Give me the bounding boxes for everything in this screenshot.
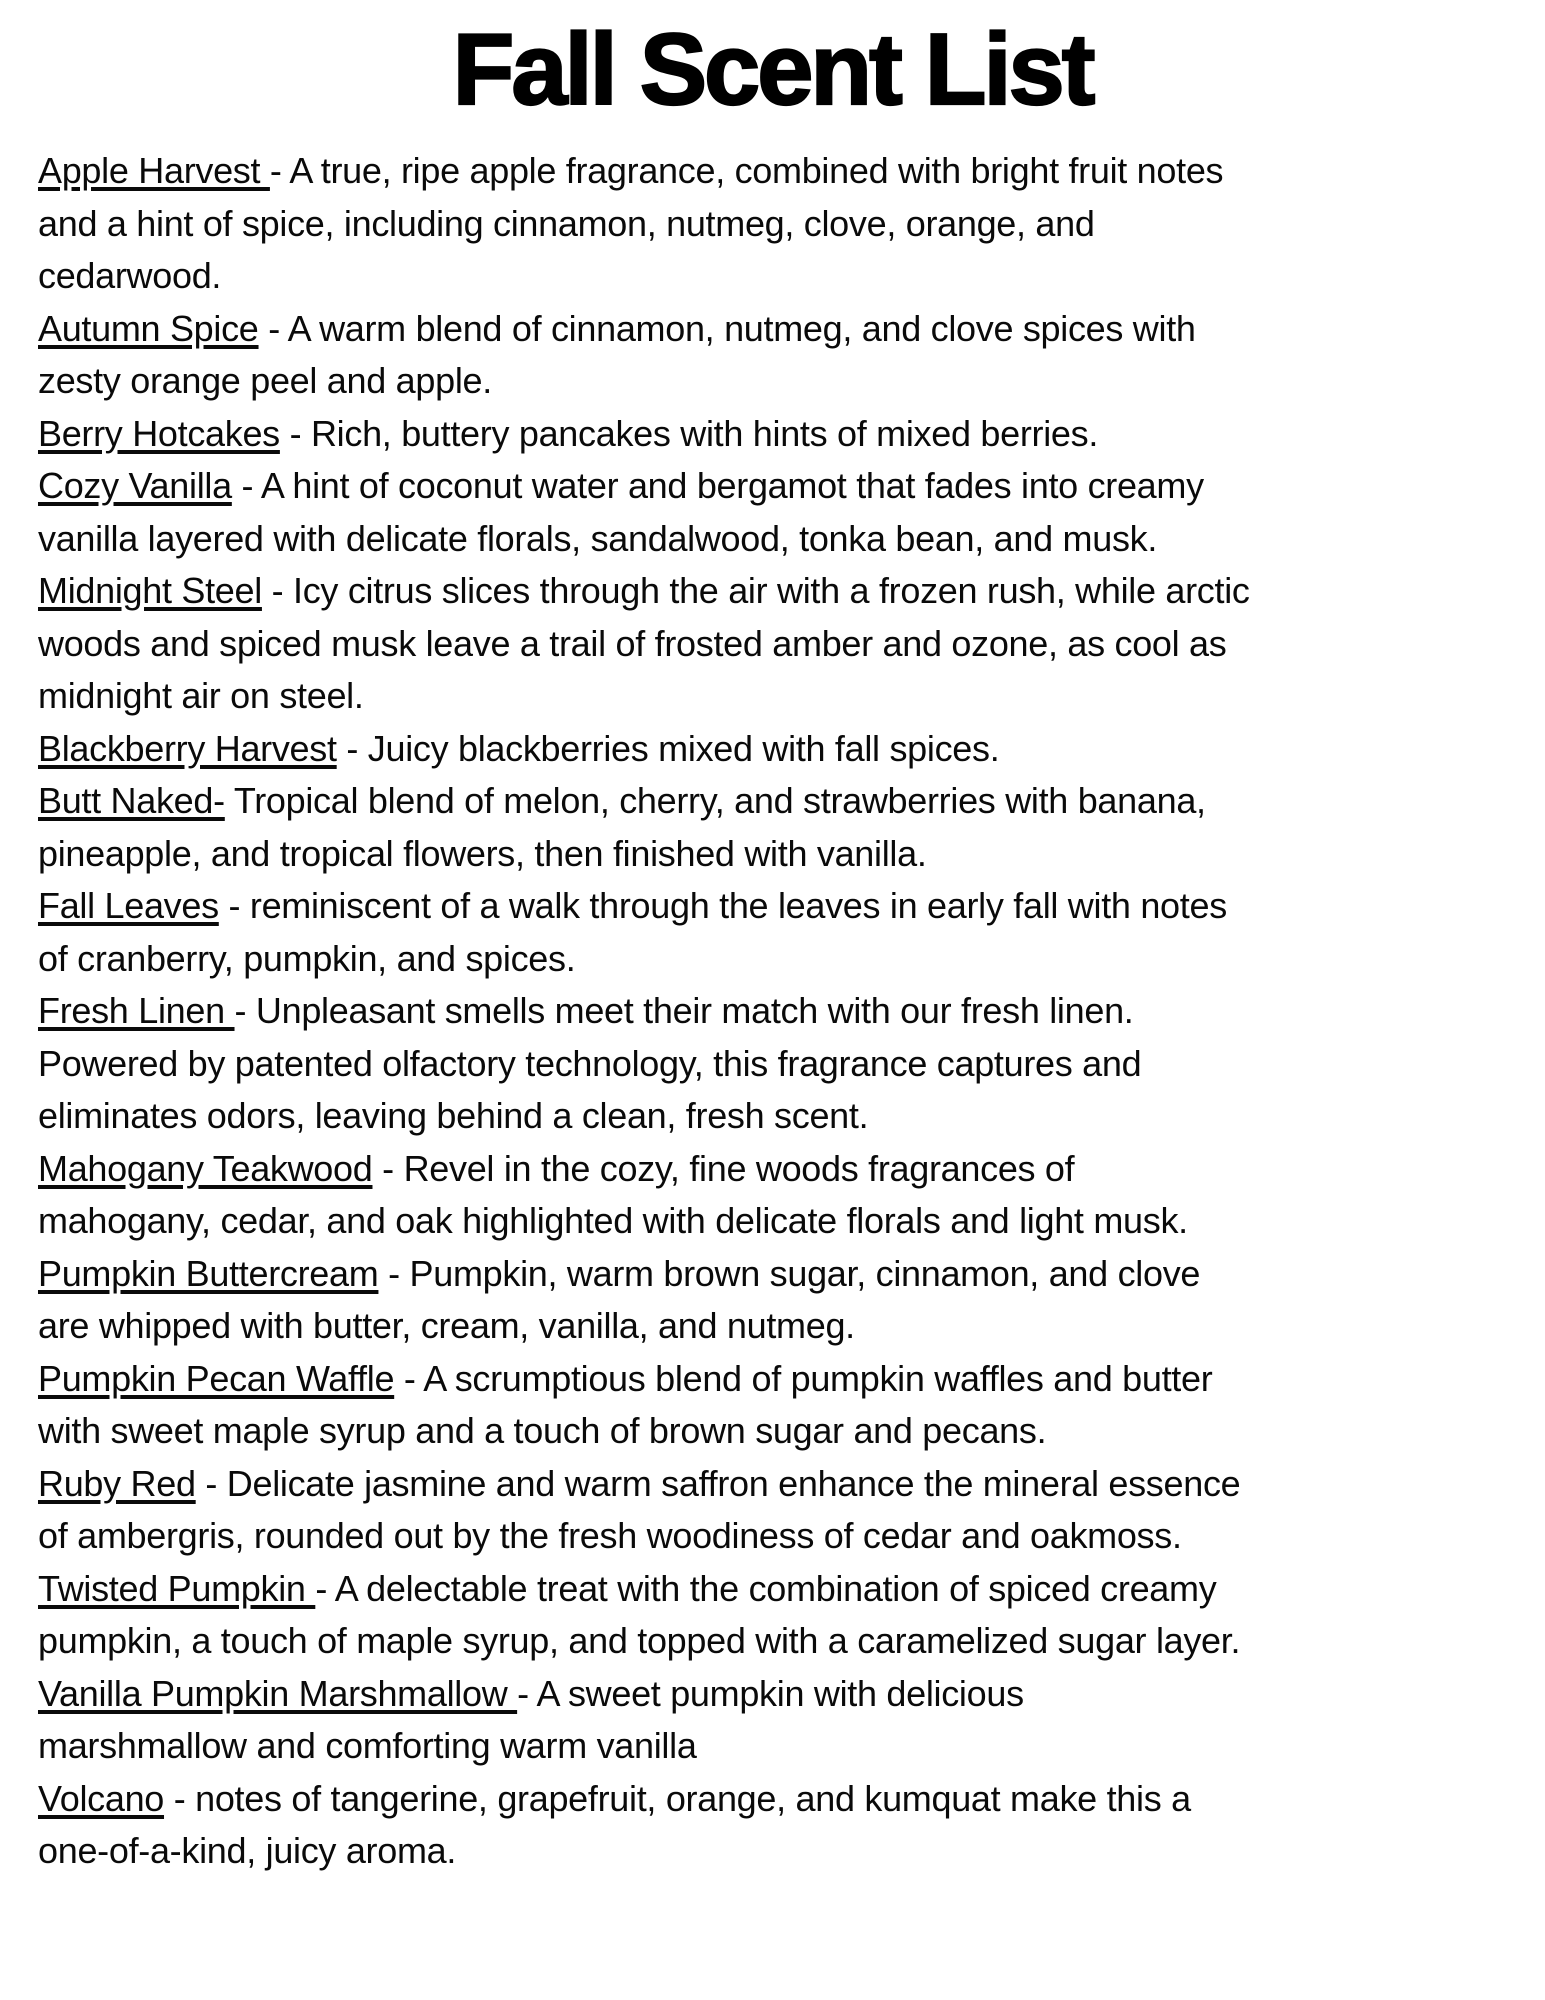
scent-name: Blackberry Harvest [38,727,337,769]
scent-description-line [38,1353,1511,1406]
scent-name: Fall Leaves [38,885,219,927]
scent-description-line [38,1143,1511,1196]
scent-description-line: with sweet maple syrup and a touch of brown sugar and pecans. [38,1410,1047,1452]
scent-entry [38,1248,1511,1353]
scent-description-line: Powered by patented olfactory technology, this fragrance captures and [38,1042,1142,1084]
scent-description-text: - A scrumptious blend of pumpkin waffles and butter [394,1357,1213,1399]
scent-description-text: - Delicate jasmine and warm saffron enhance the mineral essence [195,1462,1241,1504]
scent-name: Butt Naked- [38,780,225,822]
scent-entry [38,1773,1511,1878]
scent-description-text: - Icy citrus slices through the air with a frozen rush, while arctic [261,570,1250,612]
scent-name: Volcano [38,1777,165,1819]
scent-name: Berry Hotcakes [38,412,280,454]
scent-description-line: mahogany, cedar, and oak highlighted with delicate florals and light musk. [38,1200,1188,1242]
scent-description-line [38,1773,1511,1826]
scent-description-line: of cranberry, pumpkin, and spices. [38,937,576,979]
scent-description-line: one-of-a-kind, juicy aroma. [38,1830,457,1872]
scent-description-text: - Rich, buttery pancakes with hints of mixed berries. [279,412,1099,454]
scent-description-text: - Pumpkin, warm brown sugar, cinnamon, and clove [378,1252,1201,1294]
scent-description-line [38,460,1511,513]
scent-entry [38,985,1511,1143]
scent-description-line: and a hint of spice, including cinnamon, nutmeg, clove, orange, and [38,202,1095,244]
scent-description-line: pineapple, and tropical flowers, then finished with vanilla. [38,832,927,874]
scent-name: Apple Harvest [38,150,270,192]
scent-description-line [38,565,1511,618]
scent-description-text: - A warm blend of cinnamon, nutmeg, and clove spices with [258,307,1196,349]
scent-description-line: eliminates odors, leaving behind a clean, fresh scent. [38,1095,869,1137]
scent-description-line: vanilla layered with delicate florals, sandalwood, tonka bean, and musk. [38,517,1158,559]
scent-entry [38,775,1511,880]
scent-name: Pumpkin Buttercream [38,1252,379,1294]
scent-entry [38,565,1511,723]
scent-description-line [38,303,1511,356]
scent-name: Midnight Steel [38,570,262,612]
scent-description-text: - Juicy blackberries mixed with fall spices. [336,727,1000,769]
scent-description-line [38,1248,1511,1301]
scent-description-line: are whipped with butter, cream, vanilla, and nutmeg. [38,1305,855,1347]
scent-description-text: Tropical blend of melon, cherry, and strawberries with banana, [224,780,1206,822]
scent-description-line: cedarwood. [38,255,222,297]
scent-description-line [38,775,1511,828]
scent-description-text: - notes of tangerine, grapefruit, orange, and kumquat make this a [164,1777,1191,1819]
scent-description-line [38,1563,1511,1616]
scent-entry [38,408,1511,461]
scent-description-line: woods and spiced musk leave a trail of frosted amber and ozone, as cool as [38,622,1227,664]
scent-description-line [38,985,1511,1038]
scent-description-text: - Revel in the cozy, fine woods fragrances of [372,1147,1075,1189]
scent-description-line [38,145,1511,198]
scent-description-text: - A true, ripe apple fragrance, combined with bright fruit notes [269,150,1224,192]
scent-entry [38,880,1511,985]
scent-name: Vanilla Pumpkin Marshmallow [38,1672,518,1714]
scent-entry [38,1563,1511,1668]
scent-description-line: midnight air on steel. [38,675,364,717]
scent-description-line [38,1458,1511,1511]
scent-description-line: zesty orange peel and apple. [38,360,492,402]
scent-description-text: - A sweet pumpkin with delicious [517,1672,1024,1714]
scent-description-line: marshmallow and comforting warm vanilla [38,1725,697,1767]
scent-description-text: - A hint of coconut water and bergamot that fades into creamy [231,465,1204,507]
scent-entry [38,303,1511,408]
scent-name: Fresh Linen [38,990,235,1032]
scent-description-text: - A delectable treat with the combination of spiced creamy [315,1567,1217,1609]
scent-description-line [38,408,1511,461]
scent-description-line: of ambergris, rounded out by the fresh woodiness of cedar and oakmoss. [38,1515,1182,1557]
scent-entry [38,1668,1511,1773]
scent-name: Ruby Red [38,1462,196,1504]
scent-entry [38,145,1511,303]
scent-entry [38,1353,1511,1458]
scent-entry [38,1143,1511,1248]
scent-description-line [38,723,1511,776]
scent-entry [38,1458,1511,1563]
scent-entry [38,723,1511,776]
scent-name: Twisted Pumpkin [38,1567,316,1609]
scent-description-line: pumpkin, a touch of maple syrup, and topped with a caramelized sugar layer. [38,1620,1241,1662]
scent-name: Autumn Spice [38,307,259,349]
scent-name: Pumpkin Pecan Waffle [38,1357,395,1399]
scent-entry [38,460,1511,565]
scent-description-text: - reminiscent of a walk through the leaves in early fall with notes [218,885,1227,927]
page-title: Fall Scent List [452,14,1093,126]
scent-description-line [38,880,1511,933]
scent-name: Cozy Vanilla [38,465,232,507]
scent-name: Mahogany Teakwood [38,1147,373,1189]
scent-list [0,127,1545,1878]
scent-description-text: - Unpleasant smells meet their match with our fresh linen. [234,990,1134,1032]
scent-description-line [38,1668,1511,1721]
